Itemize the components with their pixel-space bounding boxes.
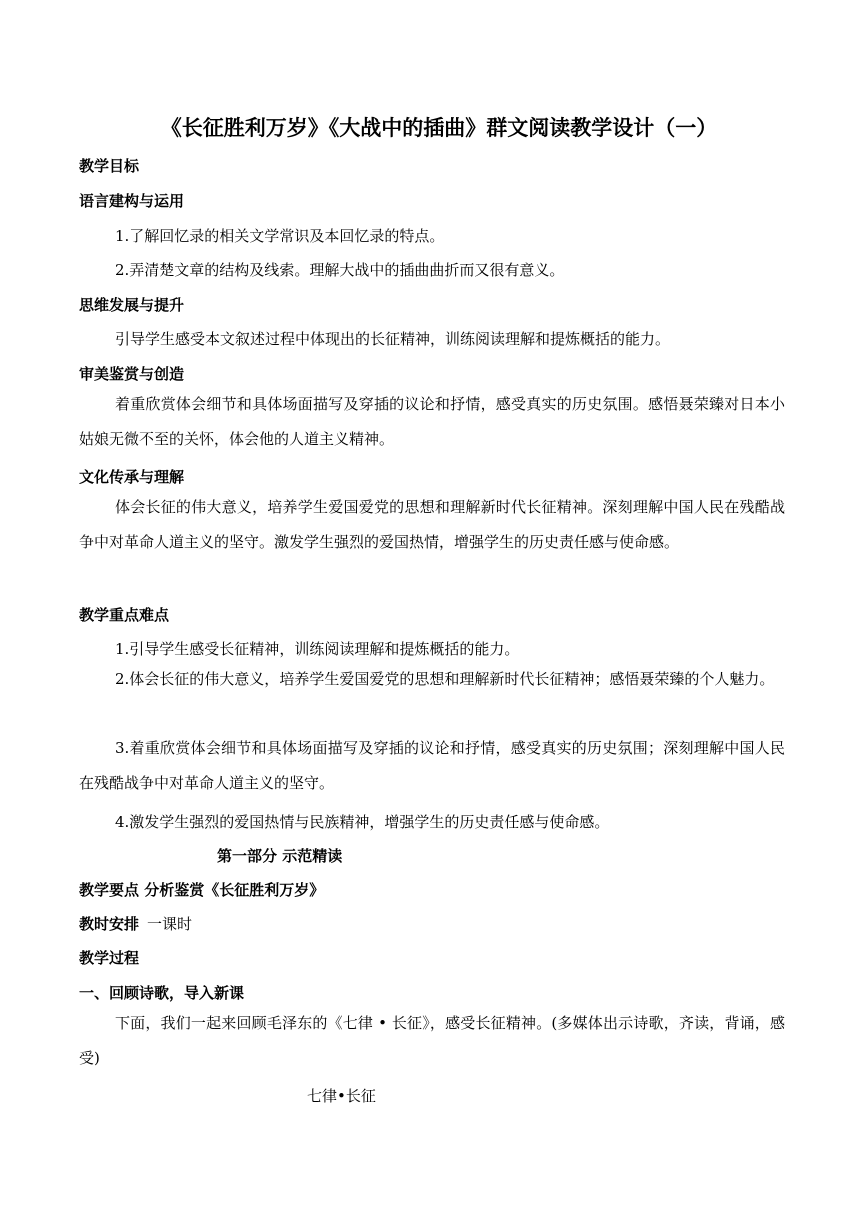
schedule-value: 一课时 — [147, 915, 193, 933]
key-points-heading: 教学重点难点 — [79, 606, 170, 624]
lang-item-2: 2.弄清楚文章的结构及线索。理解大战中的插曲曲折而又很有意义。 — [115, 261, 565, 279]
key-point-1: 1.引导学生感受长征精神，训练阅读理解和提炼概括的能力。 — [115, 640, 520, 658]
step1-heading: 一、回顾诗歌，导入新课 — [79, 984, 245, 1002]
culture-text: 体会长征的伟大意义，培养学生爱国爱党的思想和理解新时代长征精神。深刻理解中国人民在残酷战争中对革命人道主义的坚守。激发学生强烈的爱国热情，增强学生的历史责任感与使命感。 — [79, 498, 785, 551]
step1-text: 下面，我们一起来回顾毛泽东的《七律 • 长征》，感受长征精神。(多媒体出示诗歌，齐读，背诵，感受) — [79, 1014, 785, 1067]
culture-heading: 文化传承与理解 — [79, 468, 185, 486]
aesthetic-text: 着重欣赏体会细节和具体场面描写及穿插的议论和抒情，感受真实的历史氛围。感悟聂荣臻对日本小姑娘无微不至的关怀，体会他的人道主义精神。 — [79, 395, 785, 448]
part-heading: 第一部分 示范精读 — [217, 847, 343, 865]
thinking-text: 引导学生感受本文叙述过程中体现出的长征精神，训练阅读理解和提炼概括的能力。 — [115, 330, 671, 348]
lang-item-1: 1.了解回忆录的相关文学常识及本回忆录的特点。 — [115, 227, 445, 245]
poem-title: 七律•长征 — [307, 1087, 376, 1105]
aesthetic-heading: 审美鉴赏与创造 — [79, 365, 185, 383]
process-heading: 教学过程 — [79, 949, 140, 967]
key-point-2: 2.体会长征的伟大意义，培养学生爱国爱党的思想和理解新时代长征精神；感悟聂荣臻的个人魅力。 — [115, 670, 775, 688]
schedule-line — [79, 913, 192, 935]
thinking-heading: 思维发展与提升 — [79, 296, 185, 314]
teaching-point: 教学要点 分析鉴赏《长征胜利万岁》 — [79, 881, 325, 899]
lang-heading: 语言建构与运用 — [79, 192, 185, 210]
key-point-3: 3.着重欣赏体会细节和具体场面描写及穿插的议论和抒情，感受真实的历史氛围；深刻理解中国人民在残酷战争中对革命人道主义的坚守。 — [79, 739, 785, 792]
document-title: 《长征胜利万岁》《大战中的插曲》群文阅读教学设计（一） — [160, 116, 718, 140]
schedule-label: 教时安排 — [79, 915, 140, 933]
objectives-heading: 教学目标 — [79, 157, 140, 175]
key-point-4: 4.激发学生强烈的爱国热情与民族精神，增强学生的历史责任感与使命感。 — [115, 813, 610, 831]
